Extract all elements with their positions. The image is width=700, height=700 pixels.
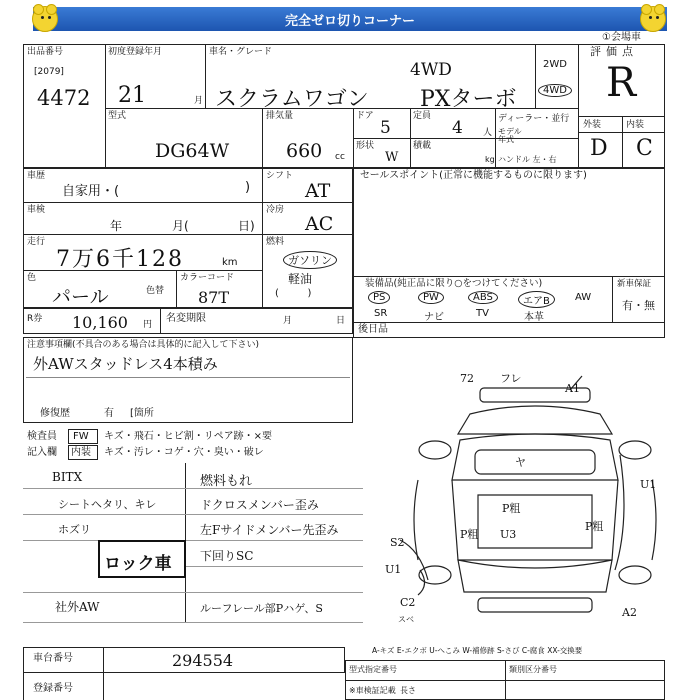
capacity-value: 4 xyxy=(452,118,463,138)
mark-p1: P粗 xyxy=(502,502,521,515)
model-label: 型式 xyxy=(108,111,127,121)
remark-right-5: ルーフレール部Pハゲ、S xyxy=(200,602,323,615)
ac-value: AC xyxy=(305,213,334,235)
displacement-unit: cc xyxy=(335,152,345,162)
drive-opt-2wd: 2WD xyxy=(543,59,567,70)
chassis-value: 294554 xyxy=(172,651,234,670)
remark-right-3: 左Fサイドメンバー先歪み xyxy=(200,523,339,537)
mark-u1b: U1 xyxy=(385,563,402,576)
color-label: 色 xyxy=(27,273,37,283)
mark-u1: U1 xyxy=(640,478,657,491)
mark-c2: C2 xyxy=(400,596,416,609)
locked-stamp: ロック車 xyxy=(104,554,172,574)
mileage-unit: km xyxy=(222,257,238,268)
selling-label: セールスポイント(正常に機能するものに限ります) xyxy=(360,170,587,181)
lot-label: 出品番号 xyxy=(27,47,64,57)
int-label: 内装 xyxy=(626,120,645,130)
mark-p2: P粗 xyxy=(585,520,604,533)
equip-ps: PS xyxy=(368,291,390,304)
dealer-label: ディーラー・並行 xyxy=(498,114,570,124)
mark-top2: フレ xyxy=(500,372,522,385)
back-seat-label: 後日品 xyxy=(358,324,388,335)
load-label: 積載 xyxy=(413,141,432,151)
recycle-label: R券 xyxy=(27,314,43,324)
doors-label: ドア xyxy=(356,111,374,121)
mark-p3: P粗 xyxy=(460,528,479,541)
displacement-value: 660 xyxy=(286,140,323,162)
dye-label: 色替 xyxy=(146,286,165,296)
body-shape-value: W xyxy=(385,150,399,165)
shift-value: AT xyxy=(305,180,331,202)
remark-3: ホズリ xyxy=(58,523,91,536)
mark-top1: 72 xyxy=(460,372,474,385)
fuel-label: 燃料 xyxy=(266,237,285,247)
mark-sube: スベ xyxy=(398,615,414,624)
car-name-label: 車名・グレード xyxy=(209,47,273,57)
bear-mascot-right-icon xyxy=(640,6,666,32)
remark-1: BITX xyxy=(52,470,83,484)
ext-label: 外装 xyxy=(583,120,602,130)
equip-label: 装備品(純正品に限り○をつけてください) xyxy=(365,278,543,289)
color-code-label: カラーコード xyxy=(180,273,235,283)
handle-label: ハンドル 左・右 xyxy=(498,155,557,164)
shaken-label: 車検 xyxy=(27,205,46,215)
car-grade: PXターボ xyxy=(420,87,517,112)
notes-label: 注意事項欄(不具合のある場合は具体的に記入して下さい) xyxy=(27,340,260,350)
newcar-label: 新車保証 xyxy=(617,279,652,289)
inspector-row1: キズ・飛石・ヒビ割・リペア跡・×要 xyxy=(104,431,272,442)
registration-label: 登録番号 xyxy=(33,683,73,694)
mileage-label: 走行 xyxy=(27,237,46,247)
inspector-label: 検査員 xyxy=(27,431,57,442)
car-damage-diagram xyxy=(360,370,670,640)
remark-right-2: ドクロスメンバー歪み xyxy=(200,498,319,512)
fuel-diesel: 軽油 xyxy=(288,272,313,286)
damage-legend: A-キズ E-エクボ U-へこみ W-補修跡 S-さび C-腐食 XX-交換要 xyxy=(372,646,583,655)
remark-right-1: 燃料もれ xyxy=(200,474,253,489)
body-shape-label: 形状 xyxy=(356,141,375,151)
mark-fog: ヤ xyxy=(515,456,526,469)
bear-mascot-left-icon xyxy=(32,6,58,32)
car-name: スクラムワゴン xyxy=(215,87,369,112)
score-label: 評価点 xyxy=(590,45,638,58)
equip-sr: SR xyxy=(374,308,388,319)
ext-grade: D xyxy=(590,136,608,161)
lot-sub: [2079] xyxy=(34,67,64,77)
equip-abs: ABS xyxy=(468,291,498,304)
remark-right-4: 下回りSC xyxy=(200,549,254,563)
repair-label: 修復歴 xyxy=(40,408,70,419)
equip-tv: TV xyxy=(476,308,489,319)
equip-aw: AW xyxy=(575,292,592,303)
lot-number: 4472 xyxy=(37,86,91,110)
mark-a2: A2 xyxy=(622,606,637,619)
color-code: 87T xyxy=(198,288,230,307)
inspector-row2: キズ・汚レ・コゲ・穴・臭い・破レ xyxy=(104,447,264,458)
int-grade: C xyxy=(636,136,653,161)
recycle-value: 10,160 xyxy=(72,313,128,332)
mileage-value: 7万6千128 xyxy=(56,247,184,272)
usage-label: 車歴 xyxy=(27,171,46,181)
equip-navi: ナビ xyxy=(424,312,444,323)
venue-label: ①会場車 xyxy=(602,32,641,43)
mark-s2: S2 xyxy=(390,536,405,549)
newcar-value: 有・無 xyxy=(622,299,655,312)
first-reg-year: 21 xyxy=(118,83,146,108)
selling-frame xyxy=(353,168,665,338)
mark-a1: A1 xyxy=(565,382,580,395)
usage-value: 自家用・( xyxy=(62,184,120,199)
score-value: R xyxy=(606,60,637,106)
ac-label: 冷房 xyxy=(266,205,285,215)
drive-opt-4wd: 4WD xyxy=(538,84,572,97)
notes-line1: 外AWスタッドレス4本積み xyxy=(33,355,218,373)
banner-title: 完全ゼロ切りコーナー xyxy=(284,13,415,29)
equip-pw: PW xyxy=(418,291,444,304)
equip-leather: 本革 xyxy=(524,312,544,323)
model-value: DG64W xyxy=(155,140,230,162)
shift-label: シフト xyxy=(266,171,294,181)
chassis-label: 車台番号 xyxy=(33,653,73,664)
capacity-unit: 人 xyxy=(483,128,493,138)
color-value: パール xyxy=(52,286,109,308)
model-year-label: モデル年式 xyxy=(498,127,522,144)
banner xyxy=(33,7,667,31)
equip-airbag: エアB xyxy=(518,291,555,308)
first-reg-month: 月 xyxy=(194,96,204,106)
capacity-label: 定員 xyxy=(413,111,432,121)
doors-value: 5 xyxy=(380,118,391,138)
first-reg-label: 初度登録年月 xyxy=(108,47,163,57)
fuel-gasoline: ガソリン xyxy=(283,251,337,269)
remark-2: シートヘタリ、キレ xyxy=(58,498,157,511)
mark-u3: U3 xyxy=(500,528,517,541)
drive-type: 4WD xyxy=(410,60,452,80)
load-unit: kg xyxy=(485,155,495,164)
remark-4: 社外AW xyxy=(55,600,100,614)
displacement-label: 排気量 xyxy=(266,111,294,121)
